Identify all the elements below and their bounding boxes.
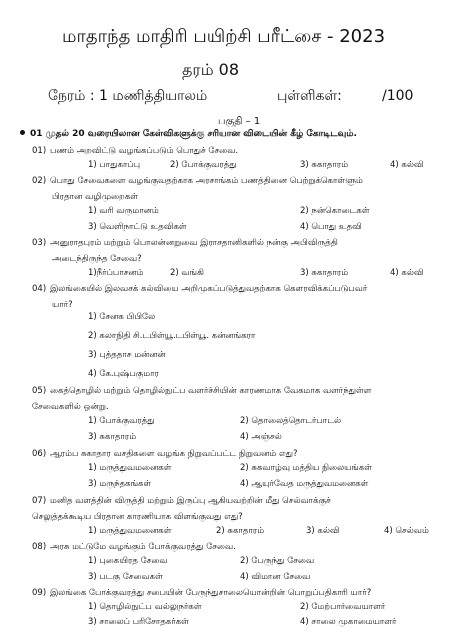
option[interactable]: 3) சுகாதாரம் — [300, 160, 349, 170]
option[interactable]: 2) கலாநிதி சி.டபிள்யூ.டபிள்யூ. கன்னங்கரா — [88, 331, 256, 341]
option[interactable]: 1) வரி வருமானம் — [88, 206, 159, 216]
question-text: பொது சேவைகளை வழங்குவதற்காக அரசாங்கம் பணத்தினை பெற்றுக்கொள்ளும் — [50, 176, 363, 186]
question-03 — [32, 237, 457, 265]
question-text: இலங்கை போக்குவரத்து சபையின் பேருந்துசாலையொன்றின் பொறுப்பதிகாரி யார்? — [50, 588, 372, 598]
option[interactable]: 4) கல்வி — [390, 160, 424, 170]
option[interactable]: 4) ஆயுர்வேத மருத்துவமனைகள் — [240, 479, 369, 489]
question-text: அரசு மட்டுமே வழங்கும் போக்குவரத்து சேவை. — [50, 542, 236, 552]
option[interactable]: 2) பேருந்து சேவை — [240, 556, 315, 566]
question-text: அடைந்திருந்த சேவை? — [52, 254, 142, 264]
bullet-icon — [20, 130, 25, 135]
question-02 — [32, 175, 457, 203]
question-01 — [32, 145, 457, 157]
option[interactable]: 3) கல்வி — [306, 526, 340, 536]
option[interactable]: 4) விமான சேவை — [240, 572, 311, 582]
question-06 — [32, 448, 457, 460]
option[interactable]: 2) நன்கொடைகள் — [300, 206, 370, 216]
option[interactable]: 1) மருத்துவமனைகள் — [88, 526, 172, 536]
option[interactable]: 2) சுகவாழ்வு மத்திய நிலையங்கள் — [240, 463, 372, 473]
question-number: 03) — [32, 238, 47, 248]
question-number: 09) — [32, 588, 47, 598]
exam-title: மாதாந்த மாதிரி பயிற்சி பரீட்சை - 2023 — [62, 26, 386, 47]
option[interactable]: 4) பொது உதவி — [300, 222, 362, 232]
question-text: பிரதான வழிமுறைகள் — [52, 192, 138, 202]
marks-total: /100 — [382, 88, 414, 104]
question-09 — [32, 587, 457, 599]
option[interactable]: 4) அஞ்சல் — [240, 432, 282, 442]
option[interactable]: 4) செல்வம் — [384, 526, 429, 536]
option[interactable]: 2) தொலைத்தொடர்பாடல் — [240, 416, 342, 426]
option[interactable]: 2) வங்கி — [170, 268, 204, 278]
option[interactable]: 1) தொழில்நுட்ப வல்லுநர்கள் — [88, 602, 202, 612]
time-label: நேரம் : 1 மணித்தியாலம் — [48, 88, 208, 104]
option[interactable]: 4) சாலை முகாமையாளர் — [300, 617, 397, 627]
option[interactable]: 2) போக்குவரத்து — [170, 160, 237, 170]
question-number: 04) — [32, 284, 47, 294]
section-label: பகுதி – 1 — [218, 116, 261, 127]
option[interactable]: 1) போக்குவரத்து — [88, 416, 155, 426]
question-number: 02) — [32, 176, 47, 186]
option[interactable]: 1) மருத்துவமனைகள் — [88, 463, 172, 473]
grade-label: தரம் 08 — [182, 60, 240, 79]
question-number: 08) — [32, 542, 47, 552]
question-number: 06) — [32, 449, 47, 459]
question-text: இலங்கையில் இலவசக் கல்வியை அறிமுகப்படுத்துவதற்காக கௌரவிக்கப்படுபவர் — [50, 284, 368, 294]
option[interactable]: 1) சேனக பிபிலே — [88, 312, 156, 322]
option[interactable]: 3) புத்ததாச மன்னன் — [88, 350, 166, 360]
option[interactable]: 1) புகையிரத சேவை — [88, 556, 168, 566]
question-number: 07) — [32, 496, 47, 506]
option[interactable]: 3) சாலைப் பரிசோதகர்கள் — [88, 617, 189, 627]
question-08 — [32, 541, 457, 553]
option[interactable]: 4) கே.புஷ்பகுமார — [88, 369, 159, 379]
option[interactable]: 3) வெளிநாட்டு உதவிகள் — [88, 222, 187, 232]
question-text: பணம் அறவிட்டு வழங்கப்படும் பொதுச் சேவை. — [50, 146, 239, 156]
marks-label: புள்ளிகள்: — [277, 88, 342, 104]
question-text: ஆரம்ப சுகாதார வசதிகளை வழங்க நிறுவப்பட்ட நிறுவனம் எது? — [50, 449, 298, 459]
question-text: யார்? — [52, 300, 73, 310]
question-04 — [32, 283, 457, 311]
question-05 — [32, 385, 457, 413]
option[interactable]: 4) கல்வி — [390, 268, 424, 278]
option[interactable]: 3) சுகாதாரம் — [88, 432, 137, 442]
question-07 — [32, 495, 457, 523]
option[interactable]: 3) படகு சேவைகள் — [88, 572, 163, 582]
question-text: அனுராதபுரம் மற்றும் பொலன்னறுவை இராசதானிகளில் நன்கு அபிவிருத்தி — [50, 238, 338, 248]
question-number: 05) — [32, 386, 47, 396]
option[interactable]: 3) மருந்தகங்கள் — [88, 479, 152, 489]
option[interactable]: 2) சுகாதாரம் — [216, 526, 265, 536]
option[interactable]: 1)நீர்ப்பாசனம் — [88, 268, 144, 278]
question-text: கைத்தொழில் மற்றும் தொழில்நுட்ப வளர்ச்சியின் காரணமாக வேகமாக வளர்ந்துள்ள — [50, 386, 372, 396]
question-number: 01) — [32, 146, 47, 156]
question-text: மனித வளத்தின் விருத்தி மற்றும் இருப்பு ஆகியவற்றின் மீது செல்வாக்குச் — [50, 496, 331, 506]
option[interactable]: 3) சுகாதாரம் — [300, 268, 349, 278]
option[interactable]: 1) பாதுகாப்பு — [88, 160, 141, 170]
question-text: செலுத்தக்கூடிய பிரதான காரணியாக விளங்குவது எது? — [32, 512, 243, 522]
option[interactable]: 2) மேற்பார்வையாளர் — [300, 602, 386, 612]
section-instruction: 01 முதல் 20 வரையிலான கேள்விகளுக்கு சரியான விடையின் கீழ் கோடிடவும். — [30, 129, 357, 139]
question-text: சேவைகளில் ஒன்று. — [32, 402, 109, 412]
